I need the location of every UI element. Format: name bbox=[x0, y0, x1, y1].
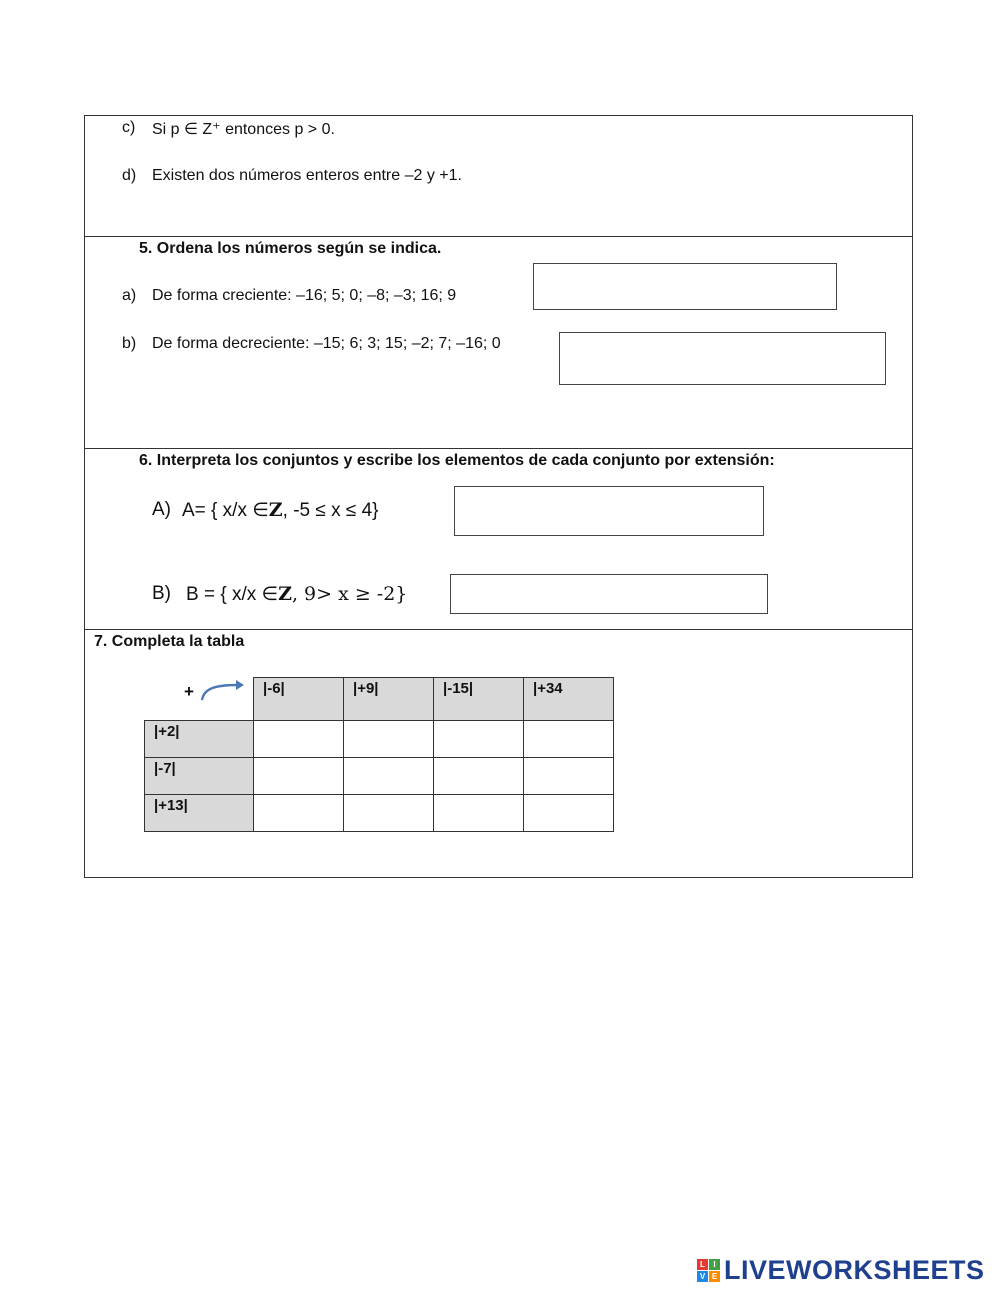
answer-box-6b[interactable] bbox=[450, 574, 768, 614]
answer-cell[interactable] bbox=[524, 758, 614, 795]
section5-a-text: De forma creciente: –16; 5; 0; –8; –3; 16; 9 bbox=[152, 287, 457, 304]
row-header: |+13| bbox=[145, 795, 254, 832]
column-header: |+9| bbox=[344, 678, 434, 721]
brand-logo-tile: E bbox=[709, 1271, 720, 1282]
answer-cell[interactable] bbox=[344, 795, 434, 832]
liveworksheets-logo bbox=[697, 1256, 985, 1284]
answer-cell[interactable] bbox=[254, 721, 344, 758]
section5-b-letter: b) bbox=[122, 335, 137, 352]
item-c-letter: c) bbox=[122, 119, 136, 136]
set-a-definition: A= { x/x ∈Z, -5 ≤ x ≤ 4} bbox=[182, 499, 379, 521]
column-header: |-6| bbox=[254, 678, 344, 721]
answer-cell[interactable] bbox=[344, 758, 434, 795]
section-divider-5 bbox=[84, 236, 913, 237]
brand-name: LIVEWORKSHEETS bbox=[724, 1254, 985, 1285]
section-divider-6 bbox=[84, 448, 913, 449]
answer-cell[interactable] bbox=[434, 721, 524, 758]
column-header: |-15| bbox=[434, 678, 524, 721]
answer-cell[interactable] bbox=[254, 795, 344, 832]
row-header: |-7| bbox=[145, 758, 254, 795]
brand-logo-tile: L bbox=[697, 1259, 708, 1270]
answer-cell[interactable] bbox=[434, 795, 524, 832]
section6-title: 6. Interpreta los conjuntos y escribe los elementos de cada conjunto por extensión: bbox=[139, 452, 775, 469]
set-b-definition: B = { x/x ∈Z, 9> x ≥ -2} bbox=[186, 583, 408, 605]
section5-a-letter: a) bbox=[122, 287, 137, 304]
item-d-text: Existen dos números enteros entre –2 y +1. bbox=[152, 167, 462, 184]
table-corner bbox=[145, 678, 254, 721]
item-d-letter: d) bbox=[122, 167, 137, 184]
brand-logo-icon bbox=[697, 1259, 720, 1282]
section5-title: 5. Ordena los números según se indica. bbox=[139, 240, 442, 257]
item-c-text: Si p ∈ Z⁺ entonces p > 0. bbox=[152, 121, 335, 138]
column-header: |+34 bbox=[524, 678, 614, 721]
section7-title: 7. Completa la tabla bbox=[94, 633, 245, 650]
answer-box-5b[interactable] bbox=[559, 332, 886, 385]
section5-b-text: De forma decreciente: –15; 6; 3; 15; –2; 7; –16; 0 bbox=[152, 335, 501, 352]
answer-cell[interactable] bbox=[254, 758, 344, 795]
section-divider-7 bbox=[84, 629, 913, 630]
row-header: |+2| bbox=[145, 721, 254, 758]
answer-cell[interactable] bbox=[524, 795, 614, 832]
operator-plus: + bbox=[184, 682, 194, 701]
answer-cell[interactable] bbox=[434, 758, 524, 795]
answer-box-5a[interactable] bbox=[533, 263, 837, 310]
brand-logo-tile: V bbox=[697, 1271, 708, 1282]
answer-cell[interactable] bbox=[524, 721, 614, 758]
set-a-label: A) bbox=[152, 499, 171, 520]
addition-table bbox=[144, 677, 614, 832]
brand-logo-tile: I bbox=[709, 1259, 720, 1270]
answer-cell[interactable] bbox=[344, 721, 434, 758]
set-b-label: B) bbox=[152, 583, 171, 604]
answer-box-6a[interactable] bbox=[454, 486, 764, 536]
